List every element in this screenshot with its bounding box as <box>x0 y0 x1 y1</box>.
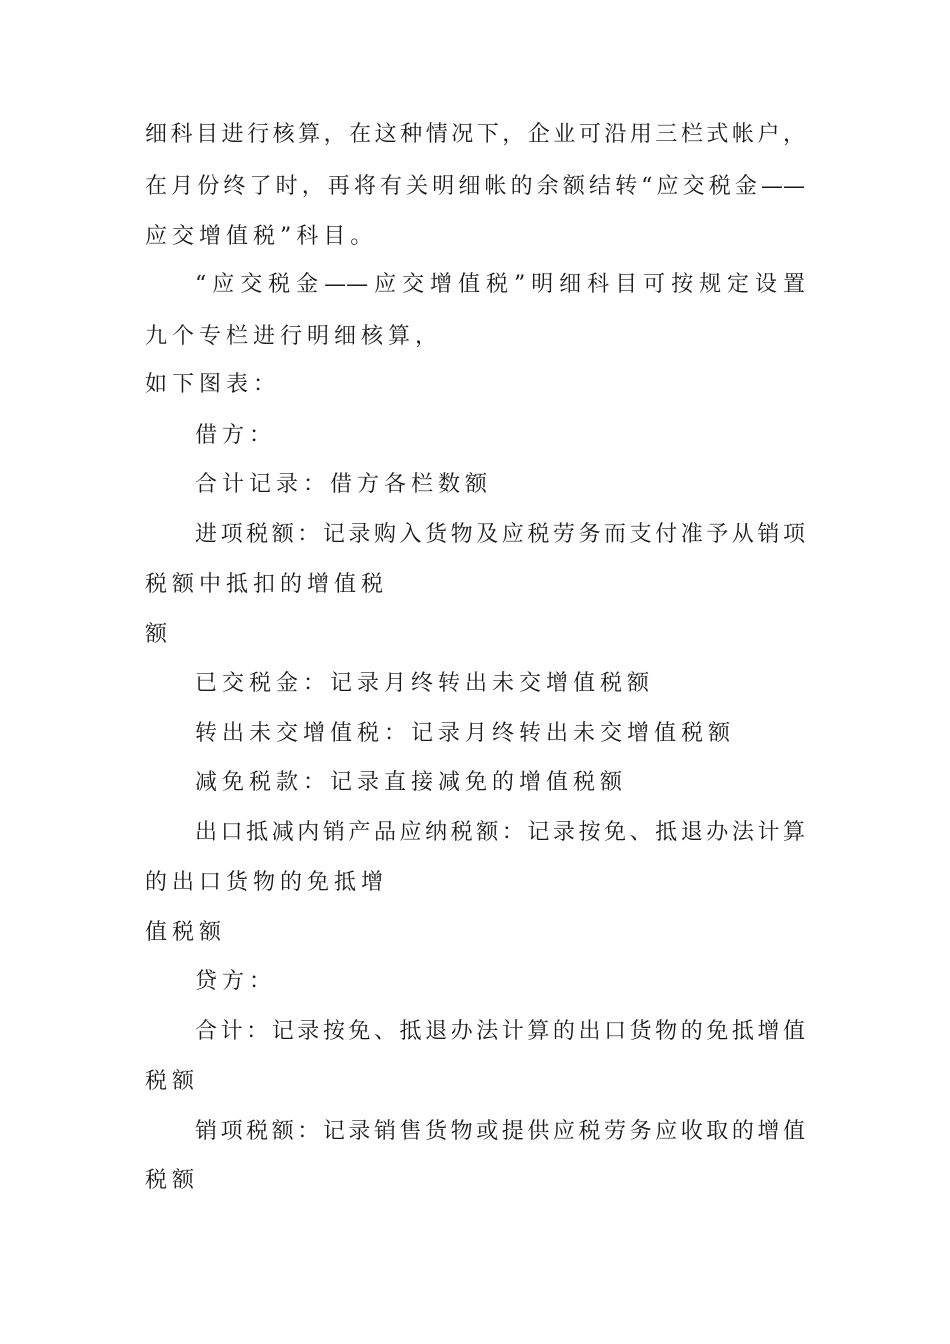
text-line: 税额 <box>145 1168 200 1193</box>
text-line: 已交税金：记录月终转出未交增值税额 <box>195 671 655 696</box>
text-line: 合计记录：借方各栏数额 <box>195 472 493 497</box>
text-line: 的出口货物的免抵增 <box>145 870 389 895</box>
text-line: 出口抵减内销产品应纳税额：记录按免、抵退办法计算 <box>195 820 805 845</box>
text-line: 销项税额：记录销售货物或提供应税劳务应收取的增值 <box>195 1119 805 1144</box>
section-heading-debit: 借方： <box>195 423 277 448</box>
text-line: 税额中抵扣的增值税 <box>145 572 389 597</box>
text-line: 合计：记录按免、抵退办法计算的出口货物的免抵增值 <box>195 1019 805 1044</box>
section-heading-credit: 贷方： <box>195 969 277 994</box>
text-line: 细科目进行核算，在这种情况下，企业可沿用三栏式帐户， <box>145 122 805 147</box>
text-line: 在月份终了时，再将有关明细帐的余额结转“应交税金—— <box>145 174 805 199</box>
text-line: 转出未交增值税：记录月终转出未交增值税额 <box>195 721 736 746</box>
text-line: 进项税额：记录购入货物及应税劳务而支付准予从销项 <box>195 522 805 547</box>
text-line: 如下图表： <box>145 372 281 397</box>
text-line: 应交增值税”科目。 <box>145 224 378 249</box>
text-line: “应交税金——应交增值税”明细科目可按规定设置 <box>195 272 805 297</box>
text-line: 税额 <box>145 1069 200 1094</box>
text-line: 减免税款：记录直接减免的增值税额 <box>195 770 628 795</box>
text-line: 值税额 <box>145 920 227 945</box>
text-line: 九个专栏进行明细核算， <box>145 324 443 349</box>
text-line: 额 <box>145 622 173 647</box>
